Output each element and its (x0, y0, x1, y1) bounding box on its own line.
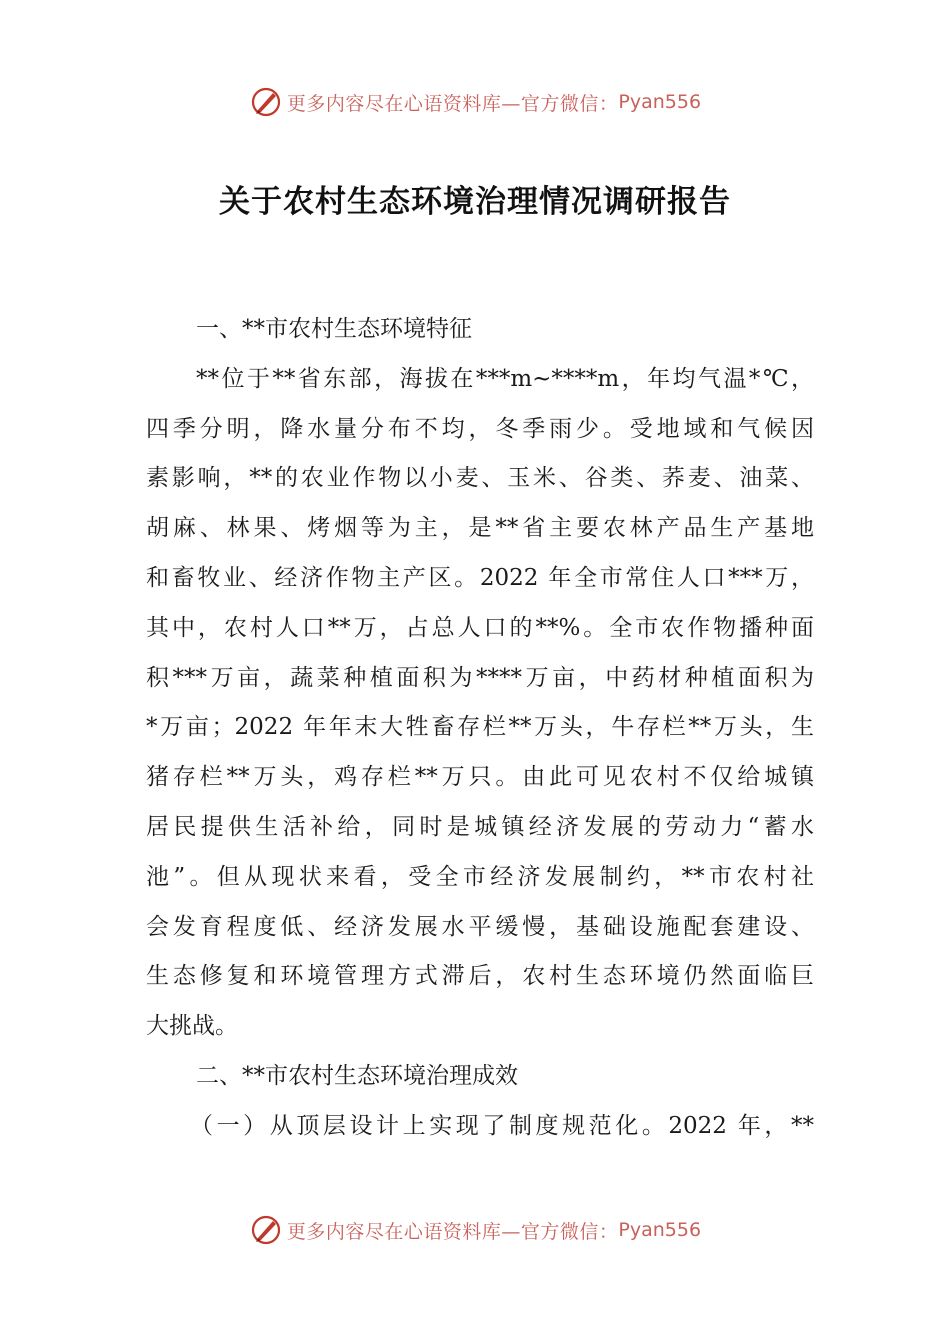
section-heading: 二、**市农村生态环境治理成效 (196, 1062, 518, 1089)
paragraph-line: 素影响，**的农业作物以小麦、玉米、谷类、荞麦、油菜、 (146, 465, 814, 492)
pen-logo-icon (249, 85, 283, 119)
paragraph-line: 其中，农村人口**万，占总人口的**%。全市农作物播种面 (146, 614, 814, 641)
header-banner (0, 82, 950, 122)
banner-text: 更多内容尽在心语资料库—官方微信： (286, 1220, 619, 1243)
paragraph-line: 会发育程度低、经济发展水平缓慢，基础设施配套建设、 (146, 913, 814, 940)
footer-banner (0, 1210, 950, 1250)
paragraph-line: *万亩；2022 年年末大牲畜存栏**万头，牛存栏**万头，生 (146, 714, 814, 741)
document-body (146, 305, 814, 1152)
banner-wechat-id: Pyan556 (618, 91, 702, 113)
paragraph-line: （一）从顶层设计上实现了制度规范化。2022 年，** (190, 1112, 814, 1139)
pen-logo-icon (249, 1213, 283, 1247)
paragraph-line: 池”。但从现状来看，受全市经济发展制约，**市农村社 (146, 863, 814, 890)
paragraph-line: 猪存栏**万头，鸡存栏**万只。由此可见农村不仅给城镇 (146, 764, 814, 791)
section-heading: 一、**市农村生态环境特征 (196, 316, 472, 342)
paragraph-line: **位于**省东部，海拔在***m~****m，年均气温*℃， (196, 365, 814, 392)
paragraph-line: 胡麻、林果、烤烟等为主，是**省主要农林产品生产基地 (146, 515, 814, 542)
paragraph-line: 四季分明，降水量分布不均，冬季雨少。受地域和气候因 (146, 415, 814, 442)
banner-wechat-id: Pyan556 (618, 1219, 702, 1241)
paragraph-line: 居民提供生活补给，同时是城镇经济发展的劳动力“蓄水 (146, 813, 814, 840)
paragraph-line: 积***万亩，蔬菜种植面积为****万亩，中药材种植面积为 (146, 664, 814, 691)
document-title: 关于农村生态环境治理情况调研报告 (219, 184, 731, 220)
paragraph-line: 生态修复和环境管理方式滞后，农村生态环境仍然面临巨 (146, 963, 814, 990)
paragraph-line: 和畜牧业、经济作物主产区。2022 年全市常住人口***万， (146, 564, 814, 591)
paragraph-line: 大挑战。 (146, 1013, 238, 1040)
banner-text: 更多内容尽在心语资料库—官方微信： (286, 92, 619, 115)
